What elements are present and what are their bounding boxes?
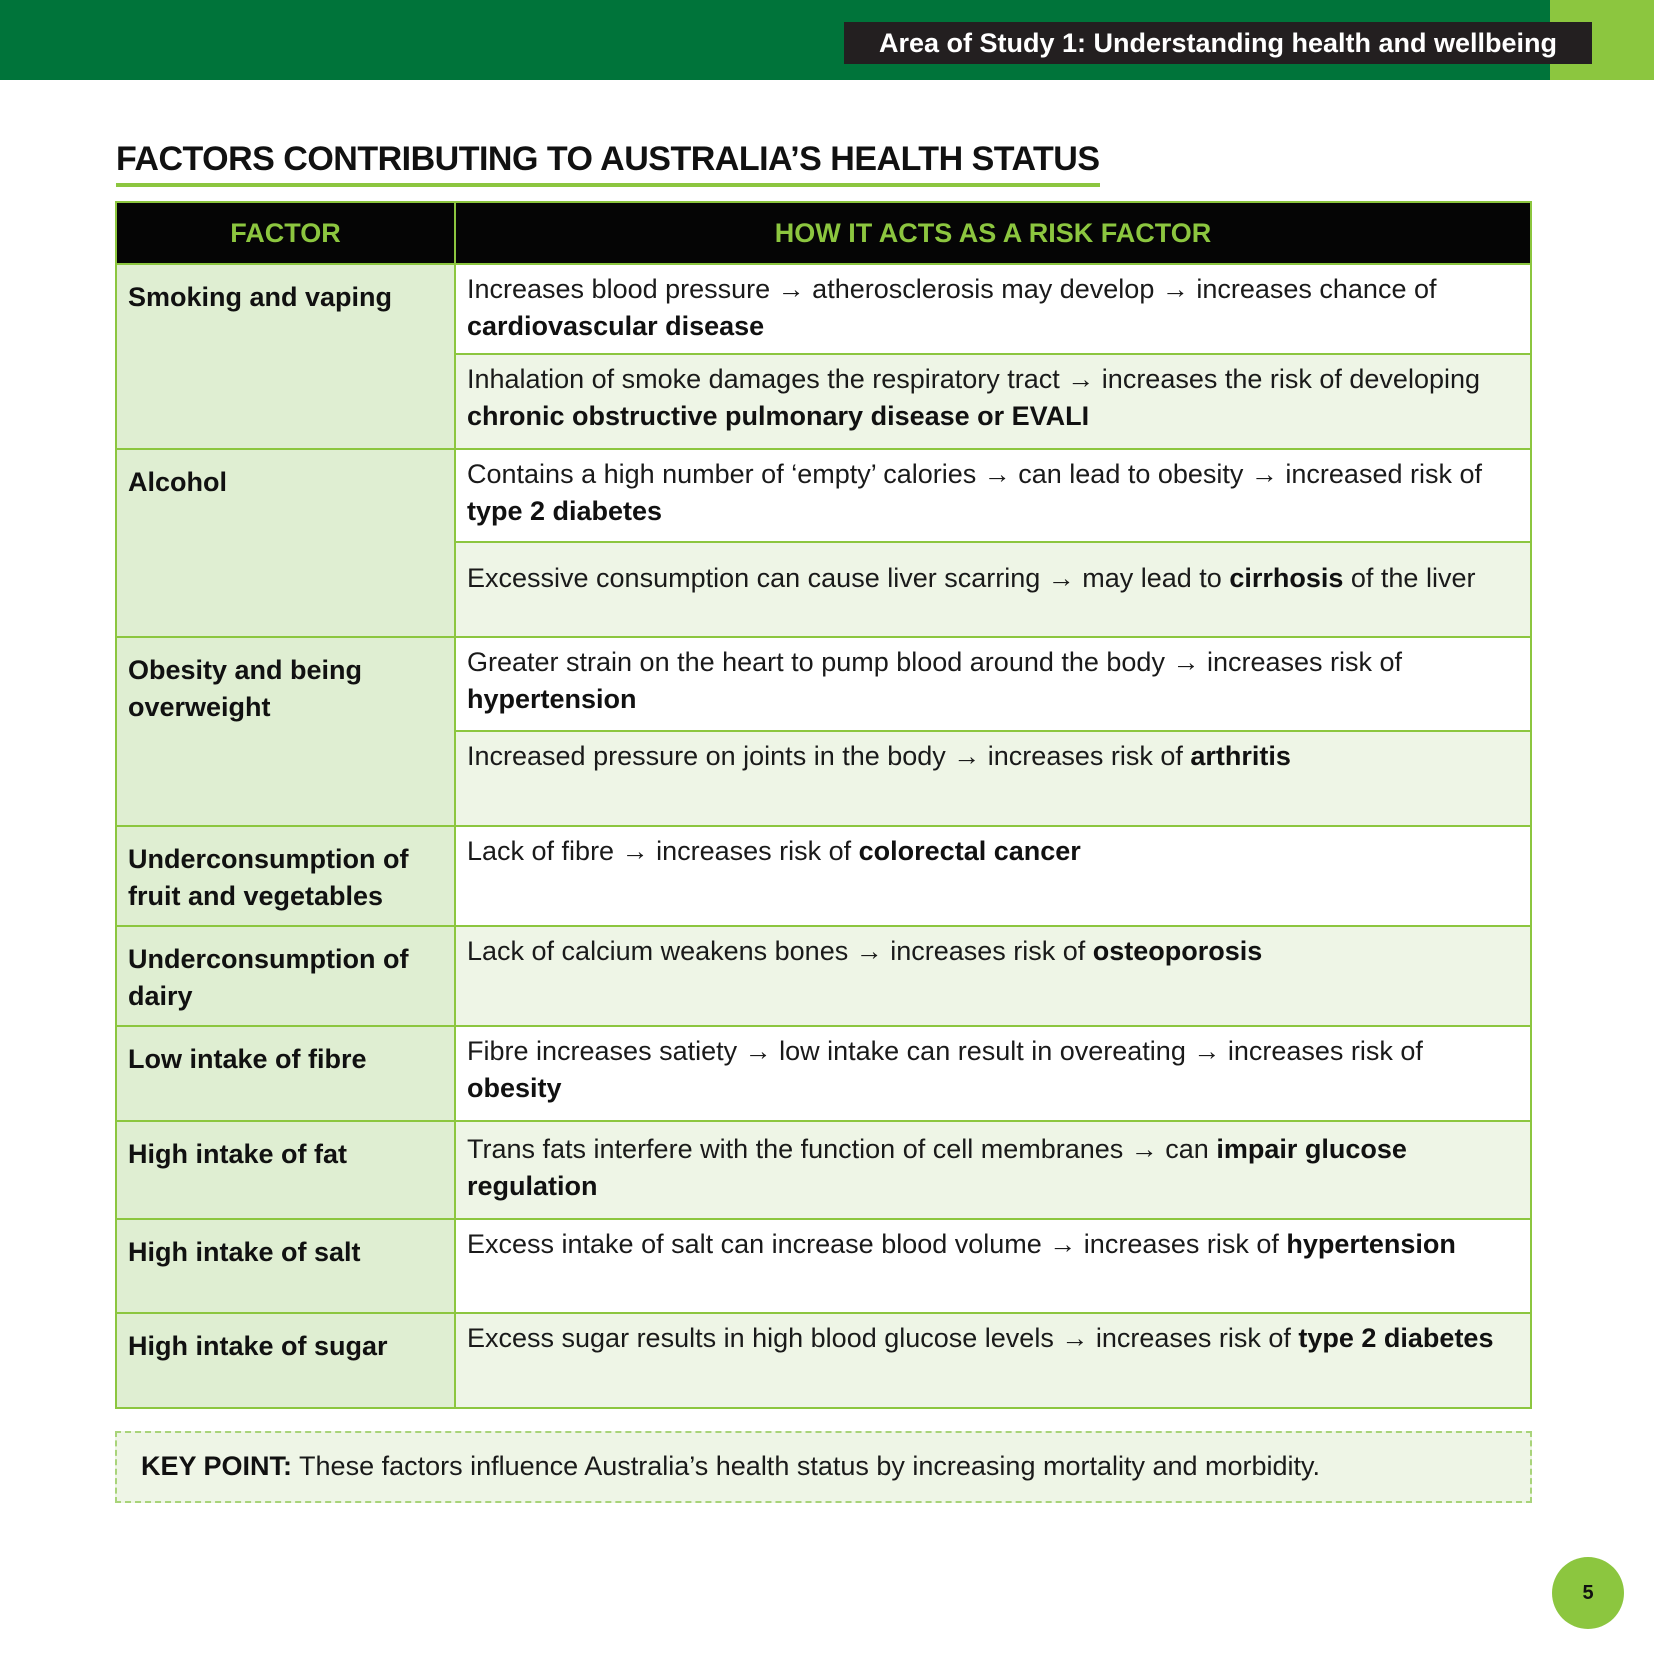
section-title: FACTORS CONTRIBUTING TO AUSTRALIA’S HEALTH STATUS <box>116 140 1100 187</box>
effect-cell: Excess sugar results in high blood glucose levels → increases risk of type 2 diabetes <box>455 1313 1531 1408</box>
area-of-study-label: Area of Study 1: Understanding health and wellbeing <box>844 22 1592 64</box>
factor-cell: High intake of salt <box>116 1219 455 1313</box>
factor-cell: High intake of sugar <box>116 1313 455 1408</box>
factor-cell: Alcohol <box>116 449 455 637</box>
effect-cell: Lack of fibre → increases risk of colorectal cancer <box>455 826 1531 926</box>
risk-factors-table <box>115 201 1532 1409</box>
effect-cell: Trans fats interfere with the function of cell membranes → can impair glucose regulation <box>455 1121 1531 1219</box>
effect-cell: Greater strain on the heart to pump blood around the body → increases risk of hypertension <box>455 637 1531 731</box>
table-header-row <box>116 202 1531 264</box>
factor-cell: Underconsumption of fruit and vegetables <box>116 826 455 926</box>
table-row <box>116 826 1531 926</box>
table-row <box>116 926 1531 1026</box>
factor-cell: Obesity and being overweight <box>116 637 455 826</box>
table-row <box>116 1219 1531 1313</box>
effect-cell: Lack of calcium weakens bones → increases risk of osteoporosis <box>455 926 1531 1026</box>
effect-cell: Excess intake of salt can increase blood volume → increases risk of hypertension <box>455 1219 1531 1313</box>
effect-cell: Contains a high number of ‘empty’ calories → can lead to obesity → increased risk of type 2 diabetes <box>455 449 1531 542</box>
factor-cell: Low intake of fibre <box>116 1026 455 1121</box>
factor-cell: Smoking and vaping <box>116 264 455 449</box>
key-point-box <box>115 1431 1532 1503</box>
effect-cell: Inhalation of smoke damages the respiratory tract → increases the risk of developing chronic obstructive pulmonary disease or EVALI <box>455 354 1531 449</box>
table-row <box>116 449 1531 542</box>
effect-cell: Increased pressure on joints in the body → increases risk of arthritis <box>455 731 1531 826</box>
factor-cell: High intake of fat <box>116 1121 455 1219</box>
table-row <box>116 1313 1531 1408</box>
page-number: 5 <box>1552 1557 1624 1629</box>
key-point-label: KEY POINT: <box>141 1451 293 1481</box>
key-point-text: These factors influence Australia’s health status by increasing mortality and morbidity. <box>292 1451 1321 1481</box>
table-row <box>116 264 1531 354</box>
header-risk: HOW IT ACTS AS A RISK FACTOR <box>455 202 1531 264</box>
effect-cell: Excessive consumption can cause liver scarring → may lead to cirrhosis of the liver <box>455 542 1531 637</box>
effect-cell: Increases blood pressure → atherosclerosis may develop → increases chance of cardiovascular disease <box>455 264 1531 354</box>
table-row <box>116 637 1531 731</box>
effect-cell: Fibre increases satiety → low intake can result in overeating → increases risk of obesity <box>455 1026 1531 1121</box>
header-factor: FACTOR <box>116 202 455 264</box>
table-row <box>116 1121 1531 1219</box>
table-row <box>116 1026 1531 1121</box>
factor-cell: Underconsumption of dairy <box>116 926 455 1026</box>
